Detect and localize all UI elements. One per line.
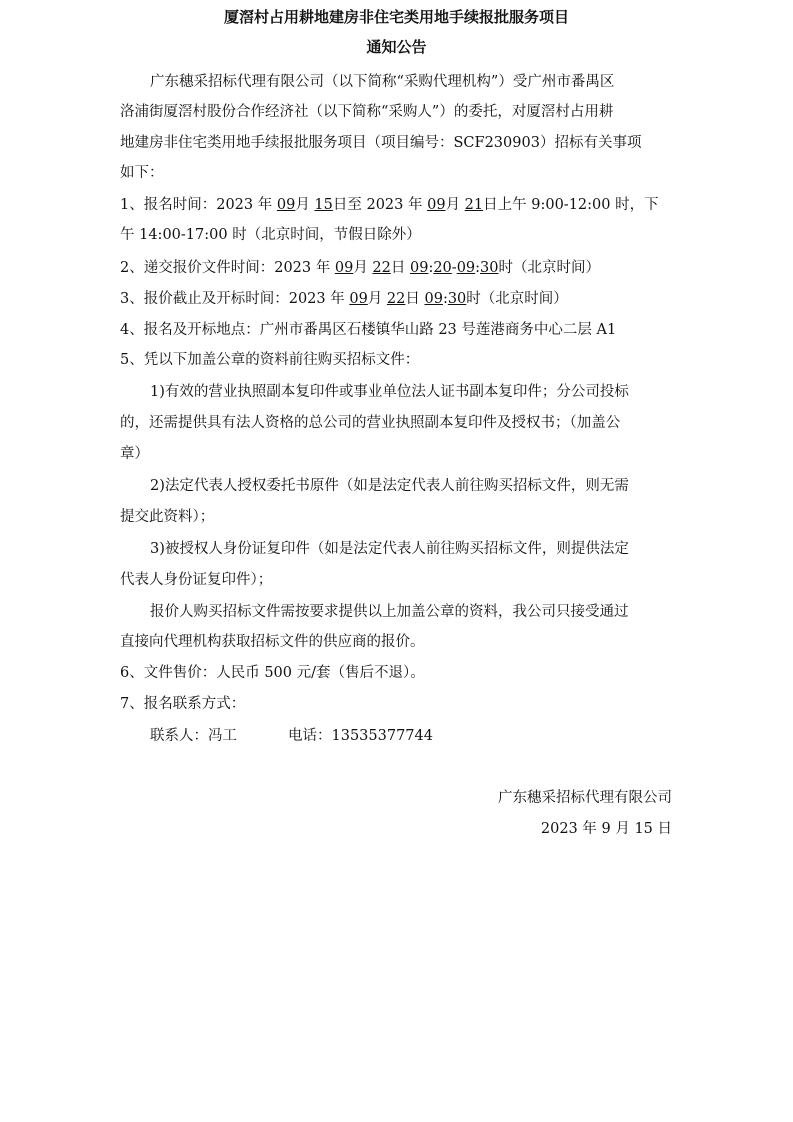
document-subtitle: 通知公告 — [366, 38, 427, 56]
item-1-text-a: 1、报名时间：2023 年 — [120, 197, 277, 213]
sub-1-line-2: 的，还需提供具有法人资格的总公司的营业执照副本复印件及授权书；（加盖公 — [120, 415, 621, 431]
item-2-hour-1: 09 — [409, 260, 429, 276]
item-7: 7、报名联系方式： — [120, 696, 246, 712]
item-3-day: 22 — [386, 291, 406, 307]
signature-date: 2023 年 9 月 15 日 — [540, 821, 672, 837]
item-3 — [120, 287, 568, 308]
item-1-line-2: 午 14:00-17:00 时（北京时间，节假日除外） — [120, 227, 421, 243]
item-2-text-b: 月 — [353, 260, 373, 276]
sub-1-line-3: 章） — [120, 446, 149, 462]
item-1-text-b: 月 — [295, 197, 315, 213]
item-5: 5、凭以下加盖公章的资料前往购买招标文件： — [120, 352, 420, 368]
item-4: 4、报名及开标地点：广州市番禺区石楼镇华山路 23 号莲港商务中心二层 A1 — [120, 322, 617, 338]
item-2-dash: - — [451, 260, 457, 276]
sub-1-line-1: 1)有效的营业执照副本复印件或事业单位法人证书副本复印件；分公司投标 — [150, 384, 629, 400]
item-3-month: 09 — [349, 291, 368, 307]
item-2-text-e: 时（北京时间） — [498, 260, 600, 276]
contact-person: 联系人：冯工 — [150, 728, 237, 744]
signature-company: 广东穗采招标代理有限公司 — [498, 790, 672, 806]
intro-line-1: 广东穗采招标代理有限公司（以下简称“采购代理机构”）受广州市番禺区 — [150, 74, 615, 90]
contact-phone: 电话：13535377744 — [288, 728, 433, 744]
item-3-hour: 09 — [424, 291, 443, 307]
item-1-day-2: 21 — [464, 197, 484, 213]
intro-line-4: 如下： — [120, 165, 164, 181]
item-3-text-a: 3、报价截止及开标时间：2023 年 — [120, 291, 350, 307]
intro-line-2: 洛浦街厦滘村股份合作经济社（以下简称“采购人”）的委托，对厦滘村占用耕 — [120, 104, 614, 120]
item-2-colon-1: : — [428, 260, 434, 276]
item-2-hour-2: 09 — [456, 260, 476, 276]
intro-line-3: 地建房非住宅类用地手续报批服务项目（项目编号：SCF230903）招标有关事项 — [120, 135, 642, 151]
item-2-day: 22 — [372, 260, 391, 276]
item-6: 6、文件售价：人民币 500 元/套（售后不退）。 — [120, 665, 425, 681]
sub-2-line-1: 2)法定代表人授权委托书原件（如是法定代表人前往购买招标文件，则无需 — [150, 478, 629, 494]
sub-3-line-1: 3)被授权人身份证复印件（如是法定代表人前往购买招标文件，则提供法定 — [150, 541, 629, 557]
note-line-2: 直接向代理机构获取招标文件的供应商的报价。 — [120, 634, 425, 650]
sub-2-line-2: 提交此资料）； — [120, 509, 215, 525]
item-1-text-c: 日至 2023 年 — [332, 197, 428, 213]
note-line-1: 报价人购买招标文件需按要求提供以上加盖公章的资料，我公司只接受通过 — [150, 604, 629, 620]
item-1-text-e: 月 — [445, 197, 465, 213]
item-3-text-b: 月 — [367, 291, 387, 307]
item-3-text-e: 时（北京时间） — [466, 291, 568, 307]
item-2-text-c: 日 — [390, 260, 410, 276]
item-1-month-2: 09 — [427, 197, 446, 213]
item-2-month: 09 — [334, 260, 354, 276]
document-title: 厦滘村占用耕地建房非住宅类用地手续报批服务项目 — [223, 8, 569, 26]
item-1-text-f: 日上午 9:00-12:00 时，下 — [483, 197, 659, 213]
item-2-minute-2: 30 — [480, 260, 499, 276]
item-3-text-c: 日 — [405, 291, 425, 307]
sub-3-line-2: 代表人身份证复印件）； — [120, 572, 273, 588]
item-2-text-a: 2、递交报价文件时间：2023 年 — [120, 260, 335, 276]
item-3-minute: 30 — [447, 291, 467, 307]
item-1-day-1: 15 — [314, 197, 333, 213]
item-2-minute-1: 20 — [433, 260, 452, 276]
item-2-colon-2: : — [475, 260, 481, 276]
item-1-line-1 — [120, 193, 659, 214]
item-1-month-1: 09 — [276, 197, 296, 213]
item-3-colon: : — [442, 291, 448, 307]
item-2 — [120, 256, 600, 277]
